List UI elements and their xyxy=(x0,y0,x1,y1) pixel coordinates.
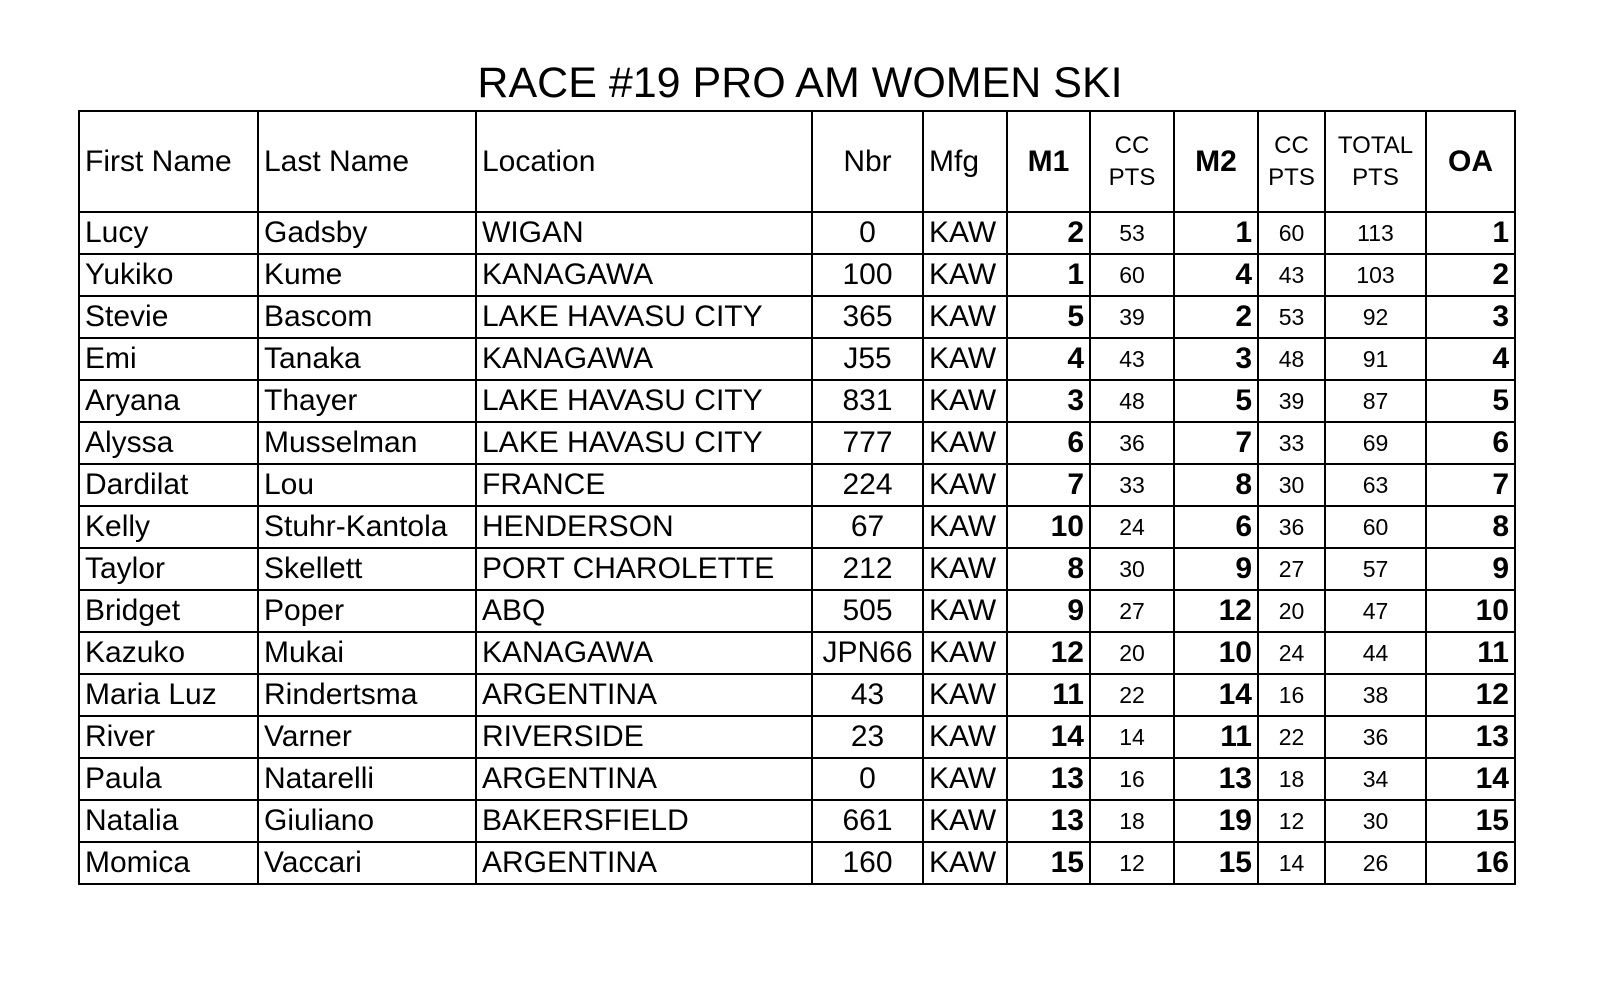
header-cc-pts-2-line1: CC xyxy=(1274,131,1309,159)
cell-location: ABQ xyxy=(476,590,812,632)
cell-cc-pts-2: 18 xyxy=(1258,758,1325,800)
cell-m2: 8 xyxy=(1174,464,1258,506)
cell-nbr: 831 xyxy=(812,380,923,422)
cell-nbr: 212 xyxy=(812,548,923,590)
cell-last-name: Gadsby xyxy=(258,212,476,254)
cell-total-pts: 87 xyxy=(1325,380,1426,422)
cell-oa: 3 xyxy=(1426,296,1515,338)
table-row xyxy=(79,380,1515,422)
cell-total-pts: 57 xyxy=(1325,548,1426,590)
header-mfg: Mfg xyxy=(923,111,1007,212)
header-m2: M2 xyxy=(1174,111,1258,212)
cell-oa: 6 xyxy=(1426,422,1515,464)
cell-location: LAKE HAVASU CITY xyxy=(476,422,812,464)
cell-cc-pts-1: 43 xyxy=(1090,338,1174,380)
header-total-pts xyxy=(1325,111,1426,212)
cell-last-name: Stuhr-Kantola xyxy=(258,506,476,548)
cell-location: ARGENTINA xyxy=(476,842,812,884)
cell-oa: 14 xyxy=(1426,758,1515,800)
cell-oa: 7 xyxy=(1426,464,1515,506)
cell-first-name: Stevie xyxy=(79,296,258,338)
cell-last-name: Poper xyxy=(258,590,476,632)
cell-m1: 6 xyxy=(1007,422,1090,464)
cell-mfg: KAW xyxy=(923,758,1007,800)
cell-cc-pts-2: 27 xyxy=(1258,548,1325,590)
cell-m2: 10 xyxy=(1174,632,1258,674)
cell-total-pts: 34 xyxy=(1325,758,1426,800)
table-row xyxy=(79,758,1515,800)
cell-oa: 1 xyxy=(1426,212,1515,254)
cell-total-pts: 36 xyxy=(1325,716,1426,758)
cell-first-name: River xyxy=(79,716,258,758)
cell-mfg: KAW xyxy=(923,338,1007,380)
cell-total-pts: 103 xyxy=(1325,254,1426,296)
cell-total-pts: 69 xyxy=(1325,422,1426,464)
cell-m2: 7 xyxy=(1174,422,1258,464)
cell-oa: 16 xyxy=(1426,842,1515,884)
cell-mfg: KAW xyxy=(923,590,1007,632)
cell-first-name: Natalia xyxy=(79,800,258,842)
cell-location: KANAGAWA xyxy=(476,254,812,296)
cell-location: ARGENTINA xyxy=(476,758,812,800)
cell-location: KANAGAWA xyxy=(476,632,812,674)
cell-first-name: Paula xyxy=(79,758,258,800)
cell-first-name: Dardilat xyxy=(79,464,258,506)
cell-first-name: Bridget xyxy=(79,590,258,632)
cell-m2: 12 xyxy=(1174,590,1258,632)
cell-first-name: Taylor xyxy=(79,548,258,590)
cell-cc-pts-1: 30 xyxy=(1090,548,1174,590)
cell-location: RIVERSIDE xyxy=(476,716,812,758)
cell-location: FRANCE xyxy=(476,464,812,506)
cell-m1: 11 xyxy=(1007,674,1090,716)
header-m1: M1 xyxy=(1007,111,1090,212)
header-cc-pts-1-line2: PTS xyxy=(1108,163,1156,191)
cell-mfg: KAW xyxy=(923,716,1007,758)
table-row xyxy=(79,590,1515,632)
cell-nbr: JPN66 xyxy=(812,632,923,674)
cell-cc-pts-2: 20 xyxy=(1258,590,1325,632)
cell-mfg: KAW xyxy=(923,842,1007,884)
cell-location: LAKE HAVASU CITY xyxy=(476,296,812,338)
cell-last-name: Giuliano xyxy=(258,800,476,842)
cell-m1: 8 xyxy=(1007,548,1090,590)
cell-last-name: Lou xyxy=(258,464,476,506)
header-oa: OA xyxy=(1426,111,1515,212)
cell-total-pts: 60 xyxy=(1325,506,1426,548)
table-row xyxy=(79,296,1515,338)
cell-last-name: Tanaka xyxy=(258,338,476,380)
cell-last-name: Natarelli xyxy=(258,758,476,800)
header-row xyxy=(79,111,1515,212)
cell-m2: 14 xyxy=(1174,674,1258,716)
cell-cc-pts-1: 20 xyxy=(1090,632,1174,674)
cell-m2: 4 xyxy=(1174,254,1258,296)
page-title: RACE #19 PRO AM WOMEN SKI xyxy=(477,59,1123,107)
cell-m1: 4 xyxy=(1007,338,1090,380)
cell-mfg: KAW xyxy=(923,632,1007,674)
cell-total-pts: 44 xyxy=(1325,632,1426,674)
cell-cc-pts-2: 39 xyxy=(1258,380,1325,422)
cell-nbr: 505 xyxy=(812,590,923,632)
cell-nbr: 661 xyxy=(812,800,923,842)
cell-last-name: Rindertsma xyxy=(258,674,476,716)
cell-m2: 13 xyxy=(1174,758,1258,800)
cell-first-name: Momica xyxy=(79,842,258,884)
cell-m1: 3 xyxy=(1007,380,1090,422)
table-row xyxy=(79,506,1515,548)
cell-total-pts: 63 xyxy=(1325,464,1426,506)
cell-cc-pts-1: 16 xyxy=(1090,758,1174,800)
cell-m1: 13 xyxy=(1007,800,1090,842)
header-cc-pts-2-line2: PTS xyxy=(1268,163,1315,191)
cell-oa: 10 xyxy=(1426,590,1515,632)
cell-total-pts: 92 xyxy=(1325,296,1426,338)
cell-cc-pts-1: 36 xyxy=(1090,422,1174,464)
cell-nbr: 0 xyxy=(812,212,923,254)
cell-cc-pts-2: 60 xyxy=(1258,212,1325,254)
cell-oa: 8 xyxy=(1426,506,1515,548)
cell-total-pts: 26 xyxy=(1325,842,1426,884)
cell-cc-pts-1: 48 xyxy=(1090,380,1174,422)
cell-first-name: Alyssa xyxy=(79,422,258,464)
cell-cc-pts-2: 48 xyxy=(1258,338,1325,380)
cell-cc-pts-1: 12 xyxy=(1090,842,1174,884)
cell-cc-pts-2: 30 xyxy=(1258,464,1325,506)
cell-cc-pts-1: 14 xyxy=(1090,716,1174,758)
cell-nbr: 0 xyxy=(812,758,923,800)
cell-nbr: 365 xyxy=(812,296,923,338)
cell-mfg: KAW xyxy=(923,296,1007,338)
cell-nbr: 43 xyxy=(812,674,923,716)
cell-first-name: Aryana xyxy=(79,380,258,422)
cell-cc-pts-2: 53 xyxy=(1258,296,1325,338)
cell-location: ARGENTINA xyxy=(476,674,812,716)
cell-m2: 15 xyxy=(1174,842,1258,884)
table-row xyxy=(79,212,1515,254)
header-nbr: Nbr xyxy=(812,111,923,212)
cell-mfg: KAW xyxy=(923,464,1007,506)
table-row xyxy=(79,716,1515,758)
cell-mfg: KAW xyxy=(923,674,1007,716)
cell-nbr: J55 xyxy=(812,338,923,380)
cell-last-name: Thayer xyxy=(258,380,476,422)
cell-m1: 14 xyxy=(1007,716,1090,758)
table-row xyxy=(79,464,1515,506)
table-row xyxy=(79,632,1515,674)
cell-first-name: Emi xyxy=(79,338,258,380)
cell-nbr: 100 xyxy=(812,254,923,296)
cell-oa: 12 xyxy=(1426,674,1515,716)
cell-cc-pts-1: 33 xyxy=(1090,464,1174,506)
cell-m2: 19 xyxy=(1174,800,1258,842)
cell-m2: 9 xyxy=(1174,548,1258,590)
cell-cc-pts-1: 18 xyxy=(1090,800,1174,842)
cell-first-name: Yukiko xyxy=(79,254,258,296)
header-cc-pts-1-line1: CC xyxy=(1114,131,1150,159)
cell-last-name: Musselman xyxy=(258,422,476,464)
header-location: Location xyxy=(476,111,812,212)
cell-cc-pts-1: 39 xyxy=(1090,296,1174,338)
cell-oa: 13 xyxy=(1426,716,1515,758)
cell-nbr: 67 xyxy=(812,506,923,548)
cell-cc-pts-1: 22 xyxy=(1090,674,1174,716)
cell-nbr: 160 xyxy=(812,842,923,884)
cell-m2: 3 xyxy=(1174,338,1258,380)
cell-total-pts: 47 xyxy=(1325,590,1426,632)
cell-nbr: 777 xyxy=(812,422,923,464)
cell-m2: 11 xyxy=(1174,716,1258,758)
table-row xyxy=(79,800,1515,842)
cell-mfg: KAW xyxy=(923,212,1007,254)
header-last-name: Last Name xyxy=(258,111,476,212)
cell-cc-pts-2: 22 xyxy=(1258,716,1325,758)
cell-cc-pts-2: 14 xyxy=(1258,842,1325,884)
cell-last-name: Bascom xyxy=(258,296,476,338)
cell-m1: 10 xyxy=(1007,506,1090,548)
cell-last-name: Mukai xyxy=(258,632,476,674)
cell-cc-pts-1: 60 xyxy=(1090,254,1174,296)
cell-cc-pts-2: 36 xyxy=(1258,506,1325,548)
header-first-name: First Name xyxy=(79,111,258,212)
cell-m2: 5 xyxy=(1174,380,1258,422)
cell-last-name: Varner xyxy=(258,716,476,758)
results-table xyxy=(78,110,1516,885)
table-row xyxy=(79,338,1515,380)
header-total-pts-line2: PTS xyxy=(1352,163,1399,191)
cell-nbr: 23 xyxy=(812,716,923,758)
table-row xyxy=(79,842,1515,884)
cell-m2: 2 xyxy=(1174,296,1258,338)
cell-cc-pts-2: 33 xyxy=(1258,422,1325,464)
cell-total-pts: 38 xyxy=(1325,674,1426,716)
header-total-pts-line1: TOTAL xyxy=(1337,131,1414,159)
cell-cc-pts-2: 12 xyxy=(1258,800,1325,842)
table-row xyxy=(79,422,1515,464)
cell-cc-pts-1: 53 xyxy=(1090,212,1174,254)
cell-m1: 7 xyxy=(1007,464,1090,506)
cell-first-name: Kazuko xyxy=(79,632,258,674)
cell-m1: 15 xyxy=(1007,842,1090,884)
cell-location: WIGAN xyxy=(476,212,812,254)
cell-oa: 11 xyxy=(1426,632,1515,674)
cell-total-pts: 30 xyxy=(1325,800,1426,842)
cell-mfg: KAW xyxy=(923,506,1007,548)
header-cc-pts-2 xyxy=(1258,111,1325,212)
cell-cc-pts-1: 24 xyxy=(1090,506,1174,548)
cell-mfg: KAW xyxy=(923,548,1007,590)
table-row xyxy=(79,674,1515,716)
cell-oa: 4 xyxy=(1426,338,1515,380)
cell-m2: 6 xyxy=(1174,506,1258,548)
cell-m1: 12 xyxy=(1007,632,1090,674)
cell-mfg: KAW xyxy=(923,380,1007,422)
cell-mfg: KAW xyxy=(923,254,1007,296)
cell-location: KANAGAWA xyxy=(476,338,812,380)
cell-last-name: Skellett xyxy=(258,548,476,590)
cell-cc-pts-2: 24 xyxy=(1258,632,1325,674)
cell-m1: 13 xyxy=(1007,758,1090,800)
cell-cc-pts-2: 16 xyxy=(1258,674,1325,716)
table-row xyxy=(79,254,1515,296)
results-body xyxy=(79,212,1515,884)
cell-cc-pts-1: 27 xyxy=(1090,590,1174,632)
cell-first-name: Lucy xyxy=(79,212,258,254)
cell-m1: 5 xyxy=(1007,296,1090,338)
cell-first-name: Kelly xyxy=(79,506,258,548)
cell-last-name: Vaccari xyxy=(258,842,476,884)
cell-total-pts: 113 xyxy=(1325,212,1426,254)
header-cc-pts-1 xyxy=(1090,111,1174,212)
cell-m1: 1 xyxy=(1007,254,1090,296)
cell-oa: 15 xyxy=(1426,800,1515,842)
table-row xyxy=(79,548,1515,590)
cell-location: BAKERSFIELD xyxy=(476,800,812,842)
cell-cc-pts-2: 43 xyxy=(1258,254,1325,296)
cell-mfg: KAW xyxy=(923,800,1007,842)
cell-last-name: Kume xyxy=(258,254,476,296)
cell-mfg: KAW xyxy=(923,422,1007,464)
cell-oa: 2 xyxy=(1426,254,1515,296)
cell-m2: 1 xyxy=(1174,212,1258,254)
cell-m1: 9 xyxy=(1007,590,1090,632)
cell-oa: 5 xyxy=(1426,380,1515,422)
cell-location: LAKE HAVASU CITY xyxy=(476,380,812,422)
cell-location: HENDERSON xyxy=(476,506,812,548)
cell-m1: 2 xyxy=(1007,212,1090,254)
cell-oa: 9 xyxy=(1426,548,1515,590)
cell-first-name: Maria Luz xyxy=(79,674,258,716)
cell-location: PORT CHAROLETTE xyxy=(476,548,812,590)
cell-nbr: 224 xyxy=(812,464,923,506)
cell-total-pts: 91 xyxy=(1325,338,1426,380)
